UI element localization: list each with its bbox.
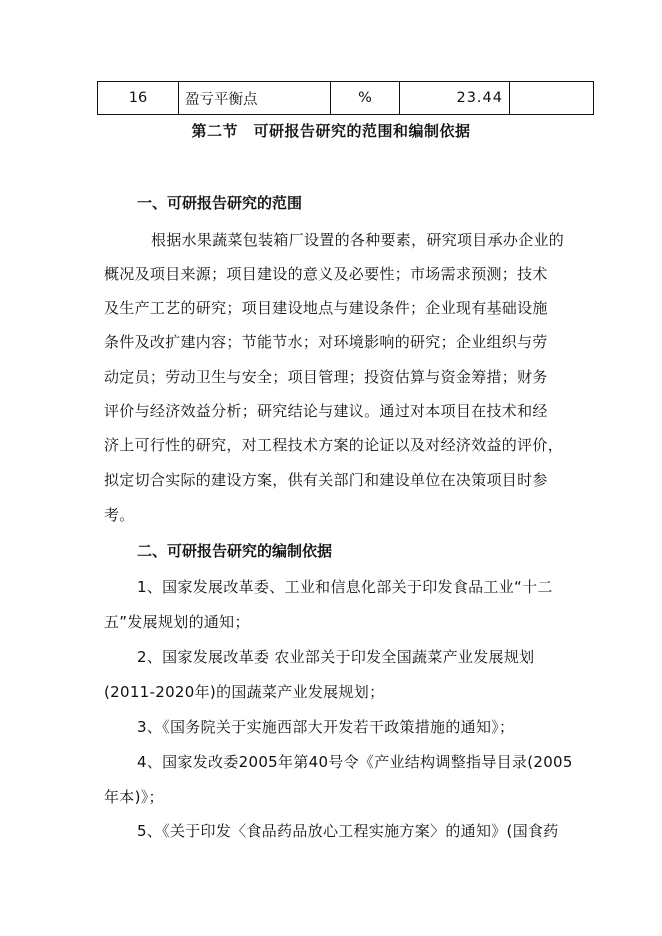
note-cell — [510, 82, 594, 115]
row-number-cell: 16 — [98, 82, 179, 115]
section-title: 第二节 可研报告研究的范围和编制依据 — [191, 122, 471, 140]
scope-paragraph-line: 济上可行性的研究，对工程技术方案的论证以及对经济效益的评价， — [104, 436, 564, 454]
scope-paragraph-line: 拟定切合实际的建设方案，供有关部门和建设单位在决策项目时参 — [104, 471, 548, 489]
unit-cell: % — [331, 82, 400, 115]
basis-list-line: 5、《关于印发〈食品药品放心工程实施方案〉的通知》(国食药 — [137, 822, 559, 840]
scope-heading: 一、可研报告研究的范围 — [137, 194, 303, 212]
scope-paragraph-line: 根据水果蔬菜包装箱厂设置的各种要素，研究项目承办企业的 — [151, 231, 565, 249]
table-row — [98, 82, 594, 115]
scope-paragraph-line: 考。 — [104, 506, 135, 524]
basis-list-line: 2、国家发展改革委 农业部关于印发全国蔬菜产业发展规划 — [137, 648, 535, 666]
basis-list-line: 4、国家发改委2005年第40号令《产业结构调整指导目录(2005 — [137, 753, 573, 771]
basis-list-line: 年本)》； — [104, 788, 164, 806]
item-name-cell: 盈亏平衡点 — [179, 82, 331, 115]
scope-paragraph-line: 及生产工艺的研究；项目建设地点与建设条件；企业现有基础设施 — [104, 299, 548, 317]
basis-list-line: (2011-2020年)的国蔬菜产业发展规划； — [104, 683, 385, 701]
value-cell: 23.44 — [400, 82, 510, 115]
scope-paragraph-line: 条件及改扩建内容；节能节水；对环境影响的研究；企业组织与劳 — [104, 333, 548, 351]
basis-heading: 二、可研报告研究的编制依据 — [137, 542, 333, 560]
indicator-table — [97, 81, 594, 115]
scope-paragraph-line: 评价与经济效益分析；研究结论与建议。通过对本项目在技术和经 — [104, 402, 548, 420]
basis-list-line: 五”发展规划的通知； — [104, 613, 250, 631]
scope-paragraph-line: 动定员；劳动卫生与安全；项目管理；投资估算与资金筹措；财务 — [104, 368, 548, 386]
scope-paragraph-line: 概况及项目来源；项目建设的意义及必要性；市场需求预测；技术 — [104, 265, 548, 283]
basis-list-line: 1、国家发展改革委、工业和信息化部关于印发食品工业“十二 — [137, 578, 553, 596]
basis-list-line: 3、《国务院关于实施西部大开发若干政策措施的通知》； — [137, 718, 515, 736]
